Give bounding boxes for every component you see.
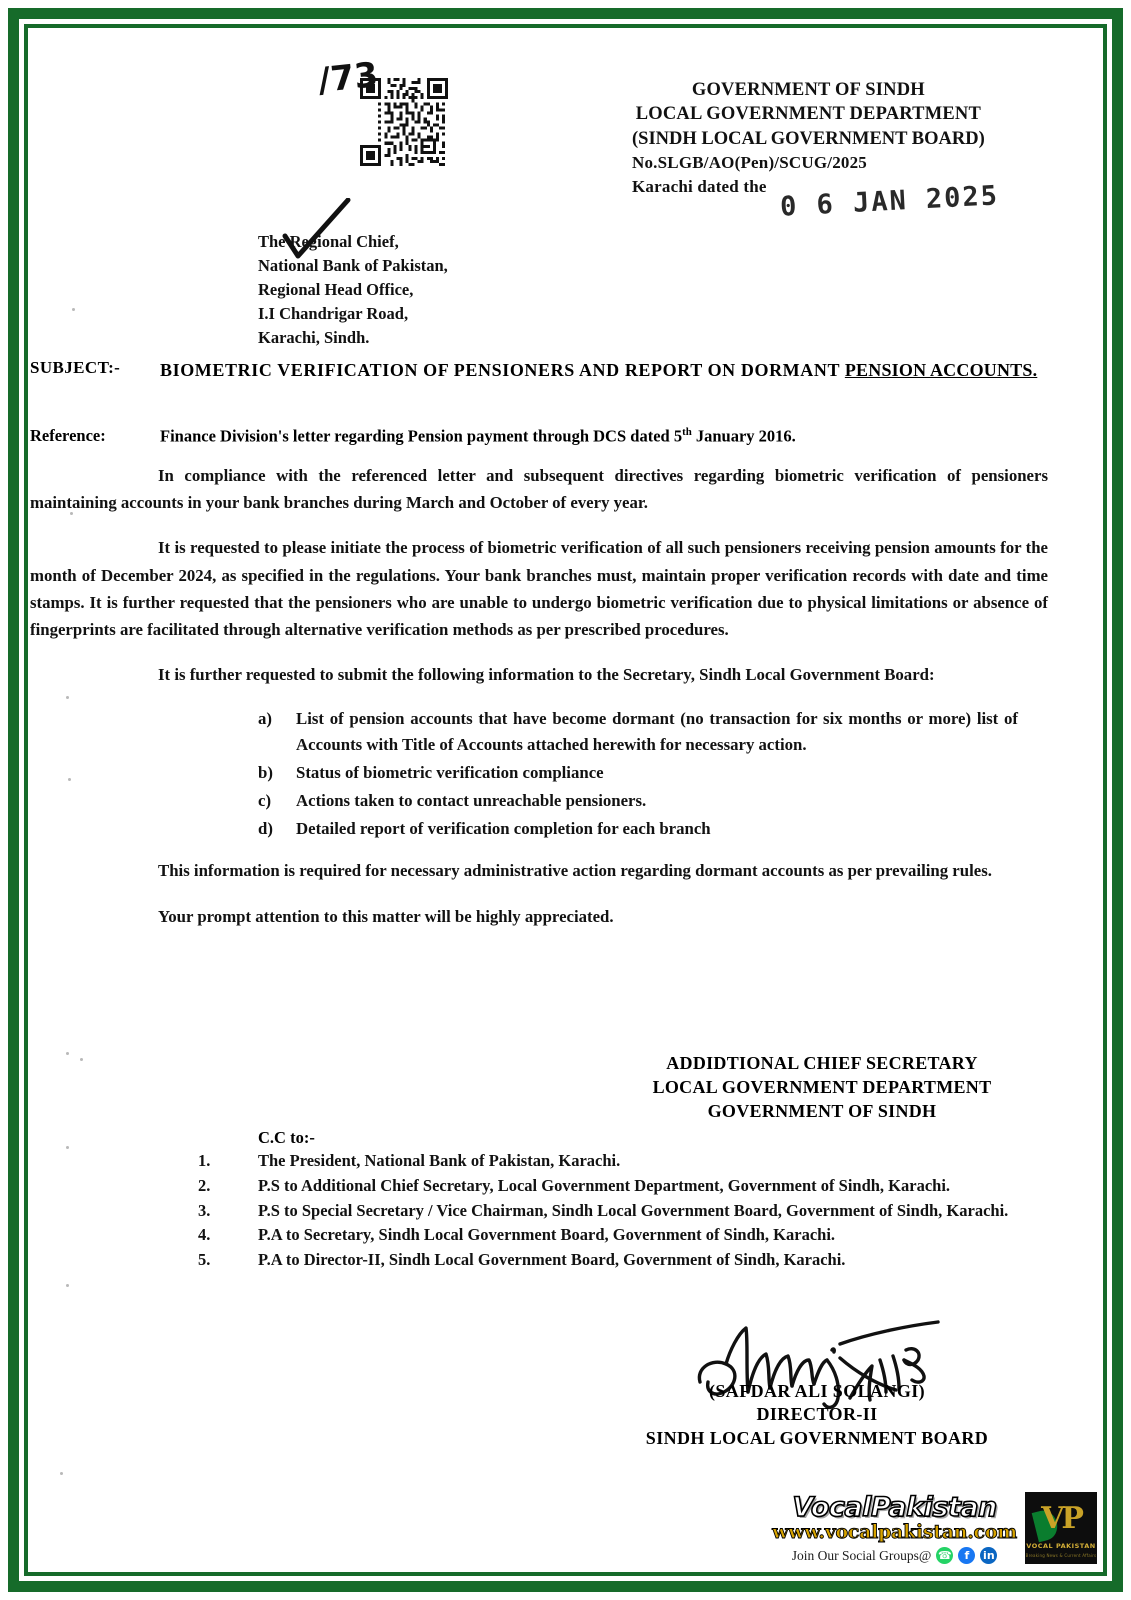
body-paragraph-4: This information is required for necessary administrative action regarding dormant accounts as per prevailing rules. [158,861,992,881]
list-item [30,1175,1048,1198]
list-item [30,1150,1048,1173]
subject-row [30,358,1101,384]
signatory-department: LOCAL GOVERNMENT DEPARTMENT [652,1076,992,1097]
signatory-organization: SINDH LOCAL GOVERNMENT BOARD [645,1427,989,1448]
body-paragraph-3: It is further requested to submit the following information to the Secretary, Sindh Local Government Board: [158,665,935,685]
organization-header [316,54,1000,223]
date-label: Karachi dated the [632,176,767,196]
reference-row [30,426,1101,447]
document-page [30,30,1101,1570]
cc-item-text: The President, National Bank of Pakistan, Karachi. [258,1151,621,1170]
list-marker: b) [258,762,273,782]
subject-text-part1: BIOMETRIC VERIFICATION OF PENSIONERS AND REPORT ON DORMANT [160,360,845,380]
signatory-authority-block [30,1052,1048,1123]
list-item [30,1249,1048,1272]
signatory-government: GOVERNMENT OF SINDH [707,1100,937,1121]
handwritten-serial: /73 [316,54,381,102]
list-marker: c) [258,790,272,810]
whatsapp-icon[interactable]: ☎ [938,1549,952,1562]
addressee-line-2: National Bank of Pakistan, [258,255,448,275]
list-item [258,788,1048,813]
cc-item-number: 4. [198,1225,211,1245]
addressee-line-4: I.I Chandrigar Road, [258,303,409,323]
date-stamp: 0 6 JAN 2025 [779,179,1000,223]
linkedin-icon[interactable]: in [980,1547,997,1564]
list-marker: d) [258,819,273,839]
signature-name-block [30,1380,1048,1450]
brand-logo [1025,1492,1097,1564]
brand-join-label: Join Our Social Groups@ [791,1547,932,1563]
cc-item-number: 5. [198,1250,211,1270]
reference-text-before: Finance Division's letter regarding Pension payment through DCS dated 5 [160,426,683,446]
signatory-name: (SAFDAR ALI SOLANGI) [708,1381,926,1401]
branding-text-block [772,1494,1017,1564]
addressee-line-1: The Regional Chief, [258,232,399,251]
reference-text [160,426,1101,447]
cc-item-text: P.S to Special Secretary / Vice Chairman, Sindh Local Government Board, Government of Sindh, Karachi. [258,1200,1009,1220]
cc-item-number: 3. [198,1200,211,1220]
subject-text-part2: PENSION ACCOUNTS. [844,360,1038,380]
cc-item-text: P.A to Secretary, Sindh Local Government Board, Government of Sindh, Karachi. [258,1225,836,1245]
subject-label: SUBJECT:- [30,358,121,377]
reference-ordinal-suffix: th [682,426,692,438]
list-item [258,706,1048,756]
list-marker: a) [258,709,272,729]
subject-text [160,358,1101,384]
reference-label: Reference: [30,426,106,445]
signatory-title: ADDIDTIONAL CHIEF SECRETARY [666,1053,978,1073]
list-item-text: Actions taken to contact unreachable pensioners. [296,790,647,810]
reference-text-after: January 2016. [691,426,796,446]
cc-heading: C.C to:- [258,1128,315,1147]
branding-watermark [772,1492,1097,1564]
requested-information-list [30,706,1048,841]
addressee-block [258,230,448,350]
list-item [258,760,1048,785]
cc-item-text: P.S to Additional Chief Secretary, Local Government Department, Government of Sindh, Karachi. [258,1175,951,1195]
org-line-government: GOVERNMENT OF SINDH [691,80,925,100]
brand-name: VocalPakistan [792,1492,997,1524]
list-item-text: Status of biometric verification compliance [296,762,604,782]
brand-logo-initials: VP [1041,1501,1081,1536]
scan-speck [66,1284,69,1287]
date-line [632,176,1000,223]
list-item-text: List of pension accounts that have become dormant (no transaction for six months or more) list of Accounts with Title of Accounts attached herewith for necessary action. [296,709,1018,754]
scan-speck [60,1472,63,1475]
body-paragraph-5: Your prompt attention to this matter will be highly appreciated. [158,906,614,926]
org-line-board: (SINDH LOCAL GOVERNMENT BOARD) [632,128,985,149]
body-paragraph-2: It is requested to please initiate the process of biometric verification of all such pensioners receiving pension amounts for the month of December 2024, as specified in the regulations. Your bank branches must, maintain proper verification records with date and time stamps. It is further requested that the pensioners who are unable to undergo biometric verification due to physical limitations or absence of fingerprints are facilitated through alternative verification methods as per prescribed procedures. [30,538,1048,640]
brand-social-row [772,1547,1017,1564]
cc-list [30,1150,1048,1274]
signatory-designation: DIRECTOR-II [756,1404,878,1425]
addressee-line-3: Regional Head Office, [258,279,414,299]
reference-number-text: No.SLGB/AO(Pen)/SCUG/2025 [632,153,867,173]
scan-speck [72,308,75,311]
list-item-text: Detailed report of verification completion for each branch [296,819,711,839]
brand-logo-caption: VOCAL PAKISTAN [1026,1542,1096,1550]
facebook-icon[interactable]: f [958,1547,975,1564]
letter-body [30,462,1048,948]
body-paragraph-1: In compliance with the referenced letter and subsequent directives regarding biometric verification of pensioners maintaining accounts in your bank branches during March and October of every year. [30,466,1048,513]
org-line-department: LOCAL GOVERNMENT DEPARTMENT [635,104,982,125]
letter-header [30,54,1101,223]
cc-item-number: 2. [198,1175,211,1195]
addressee-line-5: Karachi, Sindh. [258,327,370,347]
scan-speck [66,1146,69,1149]
brand-logo-subcaption: Breaking News & Current Affairs [1025,1553,1097,1558]
cc-item-number: 1. [198,1151,211,1170]
list-item [258,816,1048,841]
brand-url[interactable]: www.vocalpakistan.com [772,1521,1017,1544]
list-item [30,1200,1048,1223]
cc-item-text: P.A to Director-II, Sindh Local Government Board, Government of Sindh, Karachi. [258,1250,846,1270]
list-item [30,1224,1048,1247]
